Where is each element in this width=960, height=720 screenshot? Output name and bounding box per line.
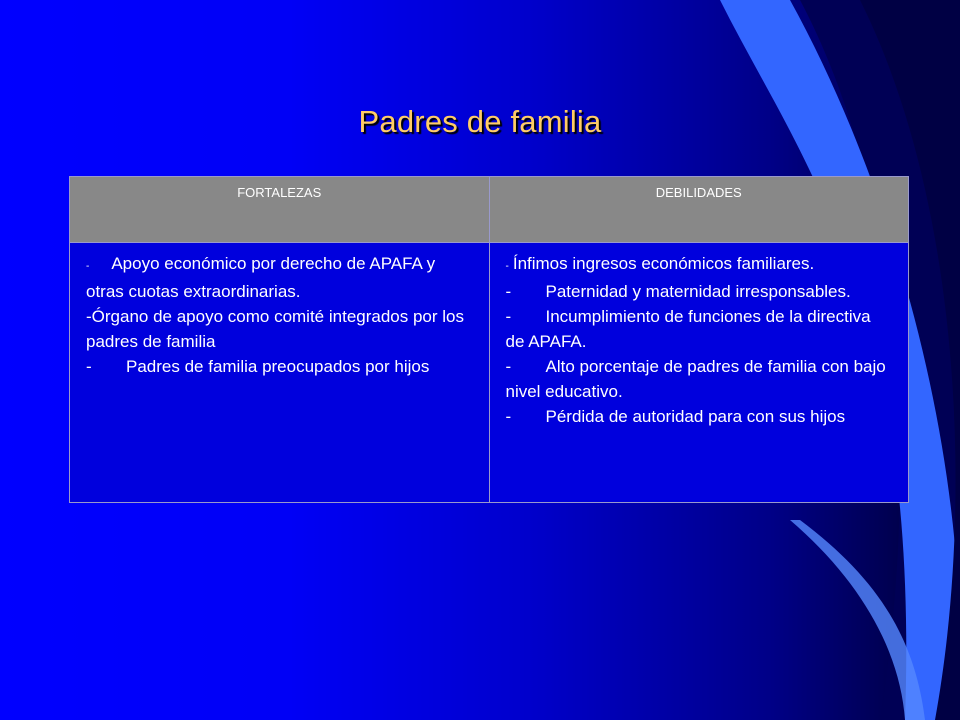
debilidades-cell	[489, 243, 909, 503]
list-item	[506, 354, 895, 404]
list-item-text: Incumplimiento de funciones de la directiva de APAFA.	[505, 307, 871, 351]
header-row	[70, 177, 909, 243]
list-marker: -	[505, 357, 512, 376]
list-item-text: Padres de familia preocupados por hijos	[126, 357, 430, 376]
list-item	[506, 304, 895, 354]
list-item-text: Ínfimos ingresos económicos familiares.	[512, 254, 815, 273]
swot-table	[69, 176, 909, 503]
fortalezas-cell	[70, 243, 490, 503]
list-marker: -	[86, 357, 92, 376]
header-debilidades: DEBILIDADES	[489, 177, 909, 243]
header-fortalezas: FORTALEZAS	[70, 177, 490, 243]
list-item-text: Alto porcentaje de padres de familia con bajo nivel educativo.	[505, 357, 886, 401]
list-item	[506, 251, 895, 279]
list-item-text: Paternidad y maternidad irresponsables.	[545, 282, 851, 301]
list-marker: -	[505, 261, 509, 272]
list-item	[86, 354, 475, 379]
list-item	[86, 304, 475, 354]
list-item-text: Órgano de apoyo como comité integrados por los padres de familia	[86, 307, 464, 351]
slide-title: Padres de familia	[358, 104, 602, 139]
content-row	[70, 243, 909, 503]
list-marker: -	[86, 307, 92, 326]
list-item	[506, 404, 895, 429]
list-item	[86, 251, 475, 304]
list-marker: -	[505, 282, 512, 301]
list-item-text: Apoyo económico por derecho de APAFA y otras cuotas extraordinarias.	[86, 254, 436, 301]
list-item-text: Pérdida de autoridad para con sus hijos	[545, 407, 846, 426]
list-item	[506, 279, 895, 304]
list-marker: -	[505, 307, 512, 326]
list-marker: -	[86, 261, 90, 272]
list-marker: -	[505, 407, 512, 426]
